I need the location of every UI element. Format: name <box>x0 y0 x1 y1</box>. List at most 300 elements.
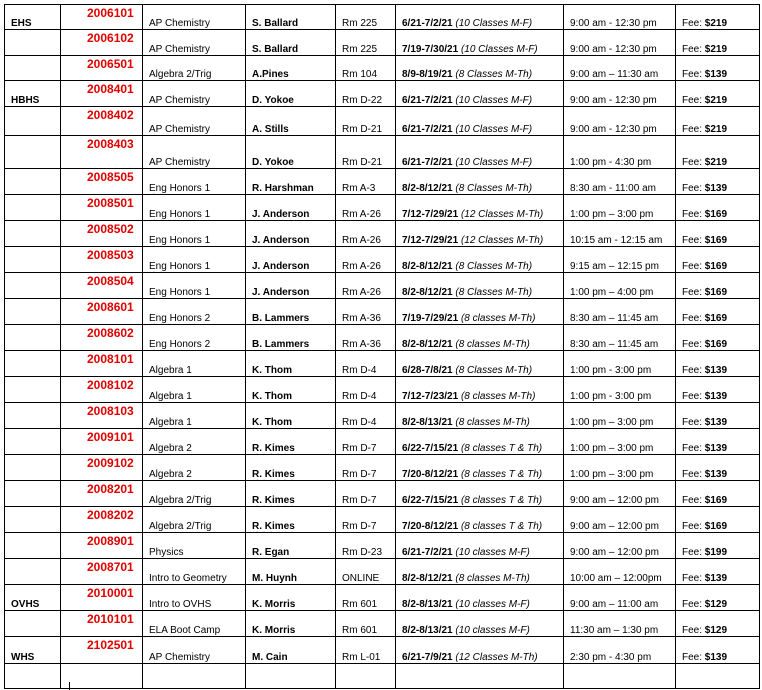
fee-amount: $219 <box>704 95 728 106</box>
fee-label: Fee: <box>682 209 703 220</box>
course-name-cell <box>143 56 246 81</box>
dates-cell <box>396 325 564 351</box>
instructor-name: J. Anderson <box>252 235 310 246</box>
dates-cell <box>396 351 564 377</box>
room-cell: Rm D-4 <box>336 403 396 429</box>
time-cell: 9:00 am - 12:30 pm <box>564 107 676 136</box>
fee-cell <box>676 273 760 299</box>
school-cell <box>5 377 61 403</box>
session-count: (8 classes T & Th) <box>460 495 543 506</box>
empty-cell <box>336 664 396 689</box>
session-count: (10 Classes M-F) <box>455 157 533 168</box>
time-cell: 1:00 pm – 3:00 pm <box>564 455 676 481</box>
instructor-cell <box>246 377 336 403</box>
fee-amount: $169 <box>704 521 728 532</box>
fee-label: Fee: <box>682 365 703 376</box>
date-range: 6/21-7/2/21 <box>402 157 453 168</box>
table-row <box>5 81 760 107</box>
fee-label: Fee: <box>682 261 703 272</box>
fee-amount: $169 <box>704 495 728 506</box>
room-cell: Rm 225 <box>336 5 396 30</box>
fee-cell <box>676 169 760 195</box>
date-range: 8/2-8/12/21 <box>402 573 453 584</box>
course-code-cell <box>61 403 143 429</box>
table-row <box>5 247 760 273</box>
course-code-cell <box>61 351 143 377</box>
fee-cell <box>676 533 760 559</box>
course-name-cell <box>143 429 246 455</box>
instructor-cell <box>246 107 336 136</box>
course-code-cell <box>61 56 143 81</box>
course-code-cell <box>61 325 143 351</box>
course-code-cell <box>61 136 143 169</box>
fee-cell <box>676 195 760 221</box>
course-name-cell <box>143 221 246 247</box>
school-cell <box>5 136 61 169</box>
course-name: Intro to OVHS <box>149 599 212 610</box>
fee-label: Fee: <box>682 547 703 558</box>
session-count: (8 classes M-Th) <box>460 391 536 402</box>
course-code-cell <box>61 299 143 325</box>
school-cell <box>5 195 61 221</box>
time-cell: 9:00 am - 12:30 pm <box>564 5 676 30</box>
table-row <box>5 429 760 455</box>
session-count: (10 Classes M-F) <box>455 18 533 29</box>
school-cell <box>5 299 61 325</box>
course-code-cell <box>61 611 143 637</box>
course-name: Algebra 1 <box>149 391 192 402</box>
dates-cell <box>396 5 564 30</box>
course-code: 2006501 <box>87 57 134 71</box>
table-row <box>5 273 760 299</box>
school-cell <box>5 247 61 273</box>
room-cell: Rm A-36 <box>336 325 396 351</box>
course-code: 2008901 <box>87 534 134 548</box>
fee-amount: $139 <box>704 69 728 80</box>
empty-row <box>5 664 760 689</box>
instructor-name: A. Stills <box>252 124 289 135</box>
instructor-name: B. Lammers <box>252 313 310 324</box>
instructor-name: J. Anderson <box>252 209 310 220</box>
room-cell: Rm A-26 <box>336 221 396 247</box>
course-name-cell <box>143 481 246 507</box>
course-code: 2008502 <box>87 222 134 236</box>
dates-cell <box>396 247 564 273</box>
room-cell: Rm D-7 <box>336 507 396 533</box>
session-count: (10 Classes M-F) <box>460 44 538 55</box>
table-row <box>5 169 760 195</box>
course-schedule-table <box>4 4 760 689</box>
fee-label: Fee: <box>682 599 703 610</box>
spellcheck-mark: Eng <box>149 339 167 350</box>
session-count: (10 classes M-F) <box>455 625 530 636</box>
date-range: 7/19-7/29/21 <box>402 313 459 324</box>
course-code: 2008401 <box>87 82 134 96</box>
course-code: 2008503 <box>87 248 134 262</box>
table-row <box>5 5 760 30</box>
fee-cell <box>676 30 760 56</box>
table-row <box>5 299 760 325</box>
fee-label: Fee: <box>682 69 703 80</box>
fee-label: Fee: <box>682 124 703 135</box>
fee-cell <box>676 56 760 81</box>
dates-cell <box>396 81 564 107</box>
fee-cell <box>676 637 760 664</box>
fee-amount: $169 <box>704 313 728 324</box>
course-name-cell <box>143 5 246 30</box>
instructor-cell <box>246 81 336 107</box>
school-cell: WHS <box>5 637 61 664</box>
time-cell: 11:30 am – 1:30 pm <box>564 611 676 637</box>
session-count: (8 classes T & Th) <box>460 443 543 454</box>
time-cell: 9:00 am – 11:00 am <box>564 585 676 611</box>
dates-cell <box>396 136 564 169</box>
fee-label: Fee: <box>682 157 703 168</box>
course-code: 2009102 <box>87 456 134 470</box>
session-count: (10 classes M-F) <box>455 599 530 610</box>
course-name: Intro to Geometry <box>149 573 227 584</box>
instructor-name: K. Thom <box>252 417 292 428</box>
fee-cell <box>676 299 760 325</box>
table-row <box>5 455 760 481</box>
course-code: 2009101 <box>87 430 134 444</box>
course-name-cell <box>143 299 246 325</box>
fee-label: Fee: <box>682 235 703 246</box>
instructor-cell <box>246 30 336 56</box>
time-cell: 2:30 pm - 4:30 pm <box>564 637 676 664</box>
school-cell <box>5 325 61 351</box>
course-name: ELA Boot Camp <box>149 625 221 636</box>
instructor-name: S. Ballard <box>252 44 299 55</box>
table-row <box>5 56 760 81</box>
course-name-cell <box>143 247 246 273</box>
instructor-cell <box>246 136 336 169</box>
course-code: 2006101 <box>87 6 134 20</box>
table-row <box>5 107 760 136</box>
date-range: 7/12-7/29/21 <box>402 209 459 220</box>
course-code-cell <box>61 81 143 107</box>
session-count: (8 classes T & Th) <box>460 469 543 480</box>
instructor-name: K. Thom <box>252 365 292 376</box>
course-name-cell <box>143 273 246 299</box>
school-cell <box>5 30 61 56</box>
instructor-name: D. Yokoe <box>252 157 294 168</box>
course-name-rest: Honors 1 <box>166 287 211 298</box>
empty-cell <box>676 664 760 689</box>
instructor-cell <box>246 403 336 429</box>
fee-amount: $169 <box>704 261 728 272</box>
dates-cell <box>396 273 564 299</box>
course-name-cell <box>143 377 246 403</box>
school-cell <box>5 273 61 299</box>
school-cell <box>5 351 61 377</box>
course-name-cell <box>143 195 246 221</box>
course-name-cell <box>143 455 246 481</box>
date-range: 7/12-7/23/21 <box>402 391 459 402</box>
instructor-cell <box>246 299 336 325</box>
time-cell: 8:30 am – 11:45 am <box>564 325 676 351</box>
course-code: 2008201 <box>87 482 134 496</box>
course-name-cell <box>143 107 246 136</box>
date-range: 8/2-8/13/21 <box>402 625 453 636</box>
instructor-cell <box>246 455 336 481</box>
school-cell: OVHS <box>5 585 61 611</box>
fee-cell <box>676 481 760 507</box>
room-cell: Rm 225 <box>336 30 396 56</box>
instructor-name: K. Morris <box>252 599 296 610</box>
course-name: Algebra 1 <box>149 417 192 428</box>
instructor-name: R. Egan <box>252 547 290 558</box>
fee-amount: $139 <box>704 365 728 376</box>
room-cell: Rm A-26 <box>336 273 396 299</box>
fee-label: Fee: <box>682 443 703 454</box>
course-code: 2008602 <box>87 326 134 340</box>
schedule-rows <box>5 5 760 689</box>
fee-label: Fee: <box>682 339 703 350</box>
fee-amount: $199 <box>704 547 728 558</box>
fee-label: Fee: <box>682 183 703 194</box>
course-name-rest: Honors 2 <box>166 313 211 324</box>
course-code: 2008103 <box>87 404 134 418</box>
fee-cell <box>676 429 760 455</box>
dates-cell <box>396 429 564 455</box>
instructor-name: J. Anderson <box>252 287 310 298</box>
course-name: Algebra 1 <box>149 365 192 376</box>
instructor-name: R. Kimes <box>252 521 295 532</box>
empty-cell <box>246 664 336 689</box>
instructor-name: M. Huynh <box>252 573 297 584</box>
course-code: 2006102 <box>87 31 134 45</box>
date-range: 6/22-7/15/21 <box>402 495 459 506</box>
course-name: Algebra 2/Trig <box>149 521 212 532</box>
date-range: 6/21-7/2/21 <box>402 95 453 106</box>
course-name: Algebra 2/Trig <box>149 69 212 80</box>
dates-cell <box>396 56 564 81</box>
school-cell <box>5 56 61 81</box>
fee-amount: $139 <box>704 469 728 480</box>
table-row <box>5 30 760 56</box>
fee-amount: $129 <box>704 625 728 636</box>
time-cell: 10:00 am – 12:00pm <box>564 559 676 585</box>
room-cell: Rm 601 <box>336 585 396 611</box>
course-name-cell <box>143 30 246 56</box>
course-name: AP Chemistry <box>149 95 210 106</box>
course-name: Algebra 2 <box>149 443 192 454</box>
date-range: 7/20-8/12/21 <box>402 521 459 532</box>
instructor-cell <box>246 247 336 273</box>
instructor-cell <box>246 5 336 30</box>
fee-cell <box>676 351 760 377</box>
table-row <box>5 221 760 247</box>
session-count: (8 Classes M-Th) <box>455 261 533 272</box>
session-count: (12 Classes M-Th) <box>455 652 538 663</box>
room-cell: Rm D-22 <box>336 81 396 107</box>
fee-label: Fee: <box>682 18 703 29</box>
course-code: 2008504 <box>87 274 134 288</box>
table-row <box>5 481 760 507</box>
course-code: 2008601 <box>87 300 134 314</box>
session-count: (8 Classes M-Th) <box>455 183 533 194</box>
fee-cell <box>676 107 760 136</box>
instructor-cell <box>246 351 336 377</box>
session-count: (12 Classes M-Th) <box>460 235 544 246</box>
course-name: Algebra 2 <box>149 469 192 480</box>
fee-cell <box>676 611 760 637</box>
session-count: (8 Classes M-Th) <box>455 287 533 298</box>
date-range: 6/22-7/15/21 <box>402 443 459 454</box>
dates-cell <box>396 559 564 585</box>
time-cell: 9:00 am – 12:00 pm <box>564 481 676 507</box>
course-code-cell <box>61 429 143 455</box>
date-range: 8/2-8/12/21 <box>402 287 453 298</box>
room-cell: Rm A-36 <box>336 299 396 325</box>
spellcheck-mark: Eng <box>149 235 167 246</box>
fee-amount: $169 <box>704 287 728 298</box>
fee-label: Fee: <box>682 313 703 324</box>
date-range: 8/9-8/19/21 <box>402 69 453 80</box>
school-cell <box>5 611 61 637</box>
school-cell <box>5 221 61 247</box>
session-count: (8 classes M-Th) <box>455 573 530 584</box>
room-cell: Rm D-7 <box>336 429 396 455</box>
course-name-cell <box>143 169 246 195</box>
course-code-cell <box>61 30 143 56</box>
time-cell: 8:30 am - 11:00 am <box>564 169 676 195</box>
time-cell: 1:00 pm - 3:00 pm <box>564 351 676 377</box>
dates-cell <box>396 585 564 611</box>
instructor-name: R. Kimes <box>252 443 295 454</box>
date-range: 7/12-7/29/21 <box>402 235 459 246</box>
fee-cell <box>676 507 760 533</box>
spellcheck-mark: Eng <box>149 313 167 324</box>
dates-cell <box>396 107 564 136</box>
session-count: (8 classes T & Th) <box>460 521 543 532</box>
course-code: 2008102 <box>87 378 134 392</box>
course-name-rest: Honors 2 <box>166 339 211 350</box>
course-code-cell <box>61 169 143 195</box>
course-code-cell <box>61 247 143 273</box>
fee-amount: $139 <box>704 652 728 663</box>
time-cell: 9:00 am – 12:00 pm <box>564 507 676 533</box>
course-name-rest: Honors 1 <box>166 183 211 194</box>
fee-cell <box>676 403 760 429</box>
fee-amount: $139 <box>704 183 728 194</box>
course-code: 2102501 <box>87 638 134 652</box>
course-code-cell <box>61 481 143 507</box>
date-range: 6/28-7/8/21 <box>402 365 453 376</box>
spellcheck-mark: Eng <box>149 287 167 298</box>
fee-amount: $139 <box>704 573 728 584</box>
course-name: AP Chemistry <box>149 44 210 55</box>
date-range: 6/21-7/2/21 <box>402 124 453 135</box>
time-cell: 1:00 pm – 4:00 pm <box>564 273 676 299</box>
session-count: (8 classes M-Th) <box>455 339 530 350</box>
course-name-rest: Honors 1 <box>166 235 211 246</box>
school-cell <box>5 107 61 136</box>
school-cell: EHS <box>5 5 61 30</box>
dates-cell <box>396 30 564 56</box>
time-cell: 9:00 am - 12:30 pm <box>564 81 676 107</box>
fee-cell <box>676 325 760 351</box>
course-name: AP Chemistry <box>149 652 210 663</box>
course-name: Physics <box>149 547 184 558</box>
page-marker <box>69 682 70 690</box>
table-row <box>5 377 760 403</box>
course-code-cell <box>61 195 143 221</box>
instructor-cell <box>246 585 336 611</box>
table-row <box>5 136 760 169</box>
instructor-name: J. Anderson <box>252 261 310 272</box>
session-count: (8 classes M-Th) <box>455 417 530 428</box>
empty-cell <box>5 664 61 689</box>
spellcheck-mark: Eng <box>149 209 167 220</box>
table-row <box>5 637 760 664</box>
room-cell: Rm D-23 <box>336 533 396 559</box>
time-cell: 1:00 pm – 3:00 pm <box>564 403 676 429</box>
fee-label: Fee: <box>682 391 703 402</box>
fee-cell <box>676 5 760 30</box>
date-range: 7/20-8/12/21 <box>402 469 459 480</box>
time-cell: 1:00 pm – 3:00 pm <box>564 429 676 455</box>
instructor-name: R. Harshman <box>252 183 314 194</box>
fee-label: Fee: <box>682 625 703 636</box>
fee-cell <box>676 247 760 273</box>
fee-label: Fee: <box>682 95 703 106</box>
course-code-cell <box>61 107 143 136</box>
course-code-cell <box>61 559 143 585</box>
course-code-cell <box>61 5 143 30</box>
time-cell: 10:15 am - 12:15 am <box>564 221 676 247</box>
table-row <box>5 559 760 585</box>
school-cell <box>5 533 61 559</box>
dates-cell <box>396 507 564 533</box>
instructor-name: R. Kimes <box>252 495 295 506</box>
school-cell: HBHS <box>5 81 61 107</box>
dates-cell <box>396 481 564 507</box>
empty-cell <box>61 664 143 689</box>
school-cell <box>5 455 61 481</box>
fee-amount: $139 <box>704 443 728 454</box>
fee-label: Fee: <box>682 469 703 480</box>
course-name-rest: Honors 1 <box>166 261 211 272</box>
course-code-cell <box>61 221 143 247</box>
dates-cell <box>396 377 564 403</box>
room-cell: Rm D-4 <box>336 377 396 403</box>
course-name-cell <box>143 611 246 637</box>
time-cell: 9:15 am – 12:15 pm <box>564 247 676 273</box>
instructor-name: K. Morris <box>252 625 296 636</box>
fee-cell <box>676 585 760 611</box>
instructor-cell <box>246 273 336 299</box>
table-row <box>5 325 760 351</box>
table-row <box>5 403 760 429</box>
course-code: 2010001 <box>87 586 134 600</box>
fee-amount: $169 <box>704 339 728 350</box>
table-row <box>5 351 760 377</box>
instructor-name: B. Lammers <box>252 339 310 350</box>
instructor-name: D. Yokoe <box>252 95 294 106</box>
instructor-cell <box>246 429 336 455</box>
room-cell: Rm A-26 <box>336 247 396 273</box>
table-row <box>5 611 760 637</box>
spellcheck-mark: Eng <box>149 183 167 194</box>
course-code-cell <box>61 637 143 664</box>
fee-label: Fee: <box>682 573 703 584</box>
instructor-cell <box>246 559 336 585</box>
session-count: (8 Classes M-Th) <box>455 69 533 80</box>
dates-cell <box>396 221 564 247</box>
course-code-cell <box>61 455 143 481</box>
